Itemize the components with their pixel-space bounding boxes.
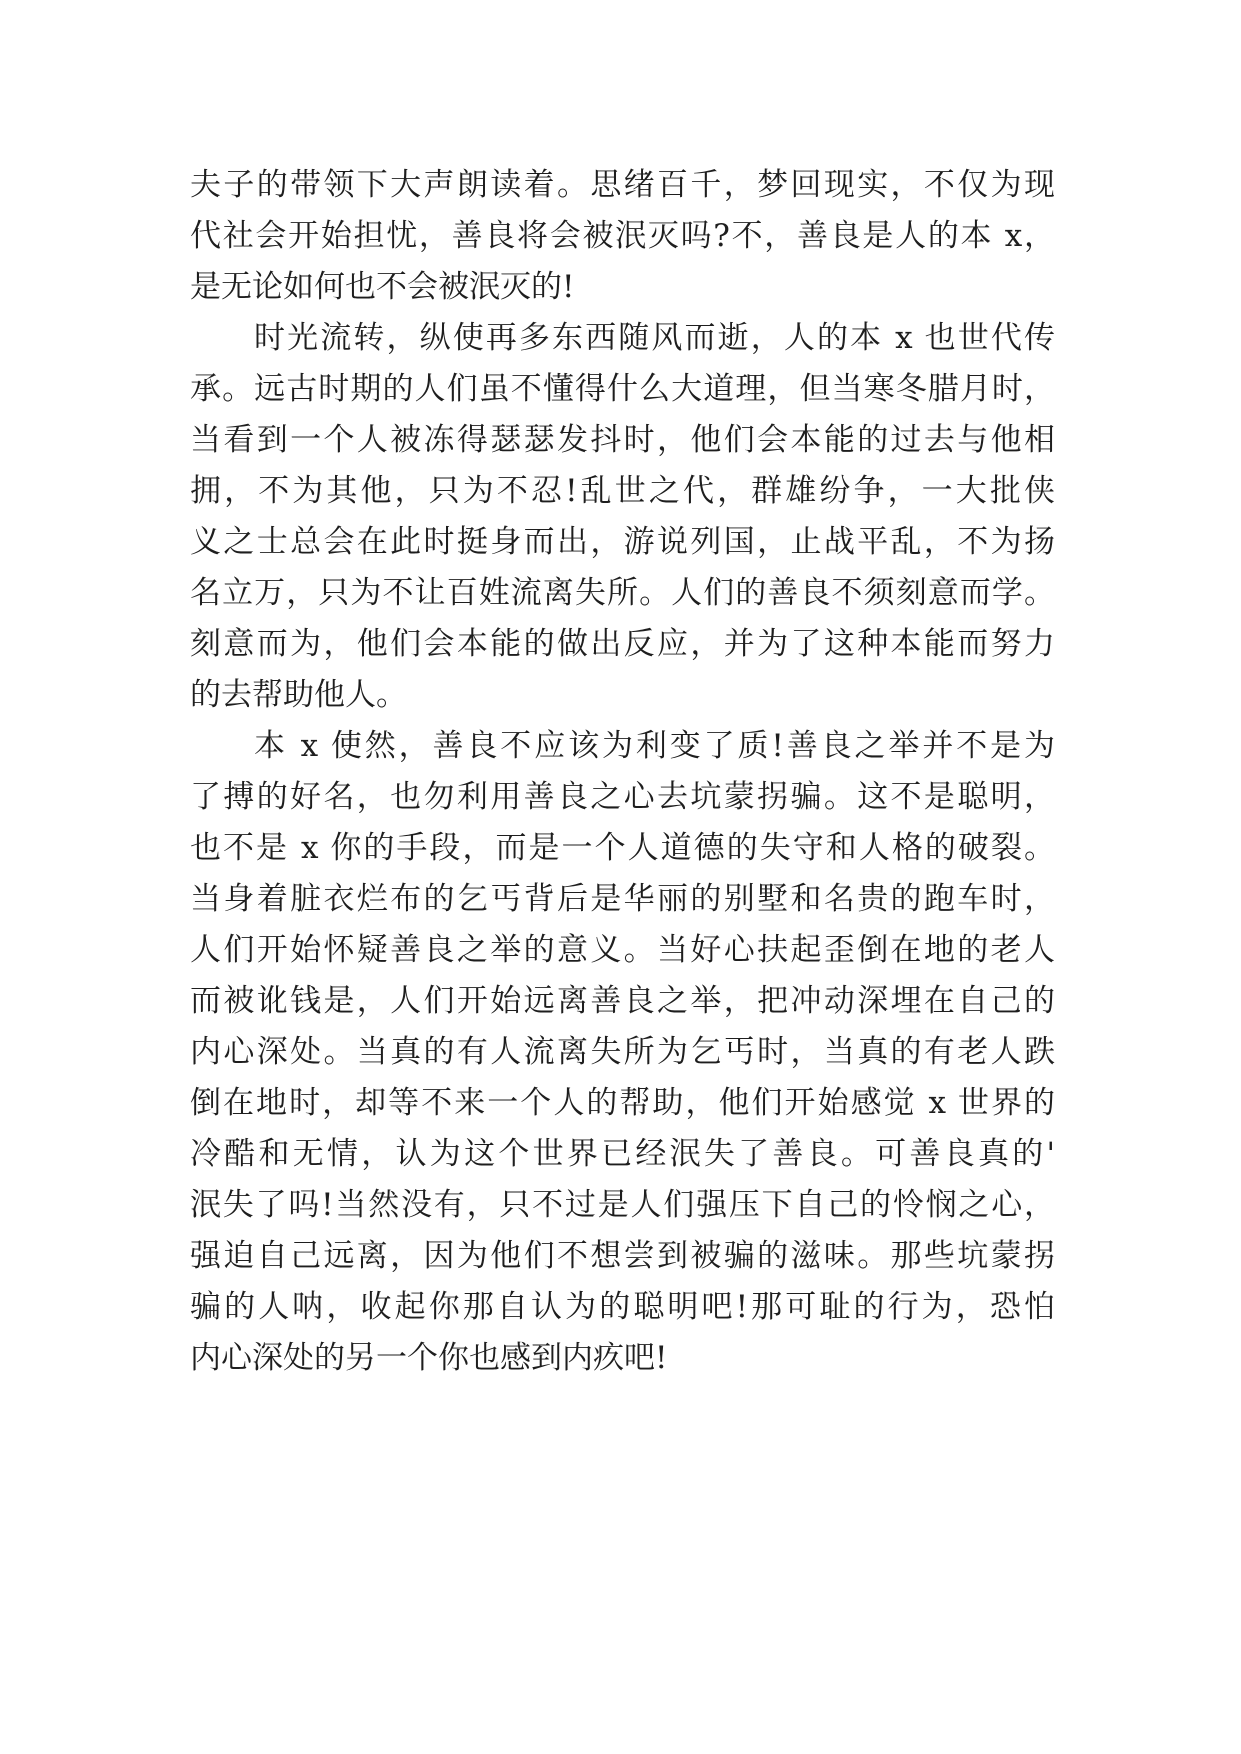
paragraph-3 [190, 721, 1055, 1384]
text-line: 内心深处的另一个你也感到内疚吧! [190, 1340, 668, 1376]
paragraph-1 [190, 160, 1055, 313]
text-line: 强迫自己远离，因为他们不想尝到被骗的滋味。那些坑蒙拐 [190, 1238, 1055, 1274]
text-line: 当身着脏衣烂布的乞丐背后是华丽的别墅和名贵的跑车时， [190, 881, 1055, 917]
text-line: 当看到一个人被冻得瑟瑟发抖时，他们会本能的过去与他相 [190, 422, 1055, 458]
text-line: 本 x 使然，善良不应该为利变了质!善良之举并不是为 [254, 728, 1055, 764]
text-line: 代社会开始担忧，善良将会被泯灭吗?不，善良是人的本 x， [190, 218, 1055, 254]
text-line: 夫子的带领下大声朗读着。思绪百千，梦回现实，不仅为现 [190, 167, 1055, 203]
paragraph-2 [190, 313, 1055, 721]
text-line: 冷酷和无情，认为这个世界已经泯失了善良。可善良真的' [190, 1136, 1055, 1172]
text-line: 是无论如何也不会被泯灭的! [190, 269, 575, 305]
text-line: 泯失了吗!当然没有，只不过是人们强压下自己的怜悯之心， [190, 1187, 1055, 1223]
text-line: 也不是 x 你的手段，而是一个人道德的失守和人格的破裂。 [190, 830, 1055, 866]
text-line: 倒在地时，却等不来一个人的帮助，他们开始感觉 x 世界的 [190, 1085, 1055, 1121]
text-line: 刻意而为，他们会本能的做出反应，并为了这种本能而努力 [190, 626, 1055, 662]
text-line: 了搏的好名，也勿利用善良之心去坑蒙拐骗。这不是聪明， [190, 779, 1055, 815]
text-line: 骗的人呐，收起你那自认为的聪明吧!那可耻的行为，恐怕 [190, 1289, 1055, 1325]
body-text [190, 160, 1055, 1384]
text-line: 拥，不为其他，只为不忍!乱世之代，群雄纷争，一大批侠 [190, 473, 1055, 509]
text-line: 义之士总会在此时挺身而出，游说列国，止战平乱，不为扬 [190, 524, 1055, 560]
text-line: 承。远古时期的人们虽不懂得什么大道理，但当寒冬腊月时， [190, 371, 1055, 407]
text-line: 时光流转，纵使再多东西随风而逝，人的本 x 也世代传 [254, 320, 1055, 356]
text-line: 人们开始怀疑善良之举的意义。当好心扶起歪倒在地的老人 [190, 932, 1055, 968]
text-line: 的去帮助他人。 [190, 677, 407, 713]
text-line: 内心深处。当真的有人流离失所为乞丐时，当真的有老人跌 [190, 1034, 1055, 1070]
text-line: 名立万，只为不让百姓流离失所。人们的善良不须刻意而学。 [190, 575, 1055, 611]
text-line: 而被讹钱是，人们开始远离善良之举，把冲动深埋在自己的 [190, 983, 1055, 1019]
